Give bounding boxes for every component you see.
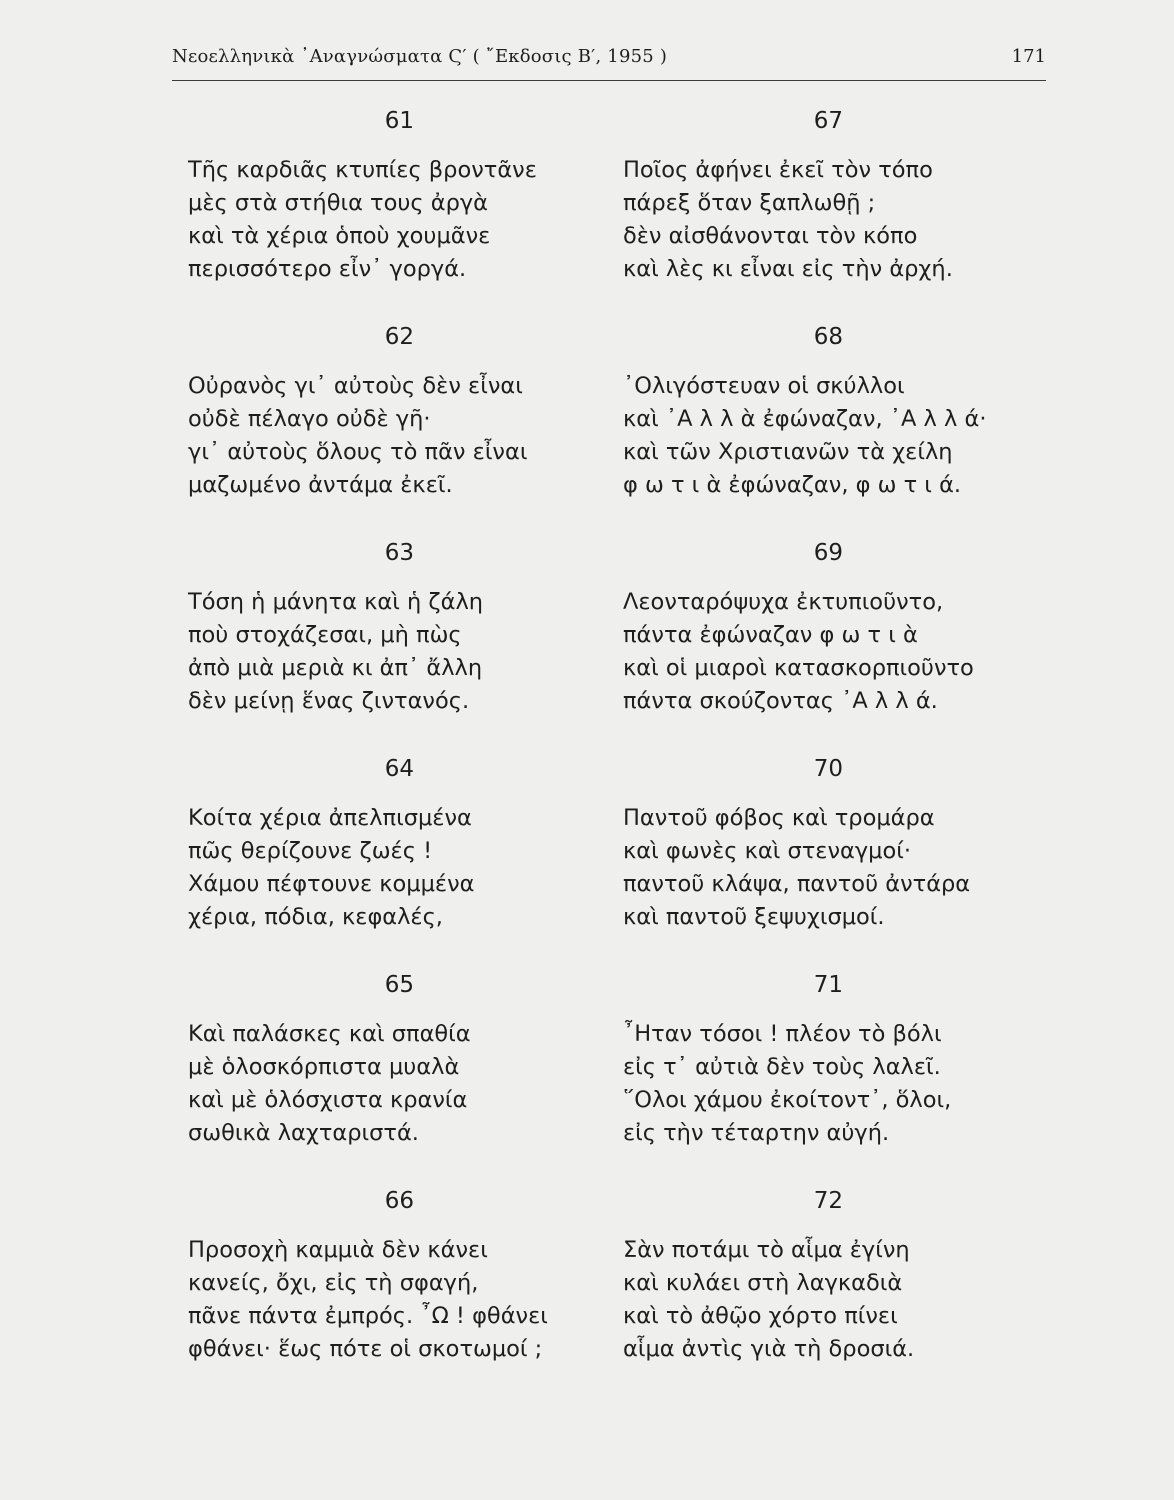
verse-line: Προσοχὴ καμμιὰ δὲν κάνει bbox=[188, 1237, 488, 1263]
verse-line: καὶ τὰ χέρια ὁποὺ χουμᾶνε bbox=[188, 223, 491, 249]
verse-line: Χάμου πέφτουνε κομμένα bbox=[188, 871, 475, 897]
verse-line: καὶ μὲ ὁλόσχιστα κρανία bbox=[188, 1087, 468, 1113]
verse-line: Οὐρανὸς γι᾿ αὐτοὺς δὲν εἶναι bbox=[188, 373, 523, 399]
stanza-number: 68 bbox=[813, 324, 843, 350]
verse-line: φ ω τ ι ὰ ἐφώναζαν, φ ω τ ι ά. bbox=[623, 472, 962, 498]
right-column bbox=[623, 104, 1053, 1400]
stanza-67 bbox=[623, 104, 1053, 320]
verse-line: Σὰν ποτάμι τὸ αἷμα ἐγίνη bbox=[623, 1237, 910, 1263]
verse-line: πᾶνε πάντα ἐμπρός. ῏Ω ! φθάνει bbox=[188, 1303, 548, 1329]
verse-line: χέρια, πόδια, κεφαλές, bbox=[188, 904, 443, 930]
stanza-number: 61 bbox=[384, 108, 414, 134]
verse-line: εἰς τ᾿ αὐτιὰ δὲν τοὺς λαλεῖ. bbox=[623, 1054, 941, 1080]
verse-line: καὶ τῶν Χριστιανῶν τὰ χείλη bbox=[623, 439, 953, 465]
stanza-number: 70 bbox=[813, 756, 843, 782]
running-title: Νεοελληνικὰ ᾿Αναγνώσματα Ϛ′ ( ῎Εκδοσις Β′, 1955 ) bbox=[172, 46, 668, 67]
stanza-72 bbox=[623, 1184, 1053, 1400]
verse-line: Λεονταρόψυχα ἐκτυπιοῦντο, bbox=[623, 589, 944, 615]
stanza-number: 67 bbox=[813, 108, 843, 134]
verse-line: Καὶ παλάσκες καὶ σπαθία bbox=[188, 1021, 471, 1047]
verse-line: καὶ παντοῦ ξεψυχισμοί. bbox=[623, 904, 885, 930]
stanza-number: 65 bbox=[384, 972, 414, 998]
verse-line: ᾿Ολιγόστευαν οἱ σκύλλοι bbox=[623, 373, 905, 399]
stanza-68 bbox=[623, 320, 1053, 536]
stanza-number: 66 bbox=[384, 1188, 414, 1214]
verse-line: ῏Ηταν τόσοι ! πλέον τὸ βόλι bbox=[623, 1021, 942, 1047]
verse-line: γι᾿ αὐτοὺς ὅλους τὸ πᾶν εἶναι bbox=[188, 439, 528, 465]
verse-line: περισσότερο εἶν᾿ γοργά. bbox=[188, 256, 467, 282]
stanza-number: 63 bbox=[384, 540, 414, 566]
verse-line: οὐδὲ πέλαγο οὐδὲ γῆ· bbox=[188, 406, 431, 432]
stanza-number: 71 bbox=[813, 972, 843, 998]
page-number: 171 bbox=[1011, 46, 1046, 67]
verse-line: πάντα ἐφώναζαν φ ω τ ι ὰ bbox=[623, 622, 918, 648]
verse-line: ῞Ολοι χάμου ἐκοίτοντ᾿, ὅλοι, bbox=[623, 1087, 952, 1113]
verse-line: σωθικὰ λαχταριστά. bbox=[188, 1120, 419, 1146]
verse-line: παντοῦ κλάψα, παντοῦ ἀντάρα bbox=[623, 871, 971, 897]
verse-line: Τόση ἡ μάνητα καὶ ἡ ζάλη bbox=[188, 589, 484, 615]
verse-line: μαζωμένο ἀντάμα ἐκεῖ. bbox=[188, 472, 453, 498]
verse-line: κανείς, ὄχι, εἰς τὴ σφαγή, bbox=[188, 1270, 479, 1296]
stanza-71 bbox=[623, 968, 1053, 1184]
verse-line: ἀπὸ μιὰ μεριὰ κι ἀπ᾿ ἄλλη bbox=[188, 655, 483, 681]
verse-line: δὲν αἰσθάνονται τὸν κόπο bbox=[623, 223, 918, 249]
verse-line: δὲν μείνῃ ἕνας ζιντανός. bbox=[188, 688, 470, 714]
verse-line: ποὺ στοχάζεσαι, μὴ πὼς bbox=[188, 622, 462, 648]
stanza-70 bbox=[623, 752, 1053, 968]
verse-line: Κοίτα χέρια ἀπελπισμένα bbox=[188, 805, 472, 831]
verse-line: Παντοῦ φόβος καὶ τρομάρα bbox=[623, 805, 935, 831]
page-header bbox=[172, 46, 1046, 81]
stanza-number: 72 bbox=[813, 1188, 843, 1214]
verse-line: μὲς στὰ στήθια τους ἀργὰ bbox=[188, 190, 489, 216]
verse-line: φθάνει· ἕως πότε οἱ σκοτωμοί ; bbox=[188, 1336, 543, 1362]
verse-line: πάντα σκούζοντας ᾿Α λ λ ά. bbox=[623, 688, 938, 714]
stanza-number: 69 bbox=[813, 540, 843, 566]
verse-line: καὶ τὸ ἀθῷο χόρτο πίνει bbox=[623, 1303, 898, 1329]
verse-line: Τῆς καρδιᾶς κτυπίες βροντᾶνε bbox=[188, 157, 537, 183]
stanza-number: 62 bbox=[384, 324, 414, 350]
verse-line: καὶ φωνὲς καὶ στεναγμοί· bbox=[623, 838, 912, 864]
verse-line: μὲ ὁλοσκόρπιστα μυαλὰ bbox=[188, 1054, 460, 1080]
verse-line: εἰς τὴν τέταρτην αὐγή. bbox=[623, 1120, 890, 1146]
verse-line: καὶ οἱ μιαροὶ κατασκορπιοῦντο bbox=[623, 655, 974, 681]
verse-line: Ποῖος ἀφήνει ἐκεῖ τὸν τόπο bbox=[623, 157, 933, 183]
verse-line: καὶ ᾿Α λ λ ὰ ἐφώναζαν, ᾿Α λ λ ά· bbox=[623, 406, 987, 432]
verse-line: καὶ λὲς κι εἶναι εἰς τὴν ἀρχή. bbox=[623, 256, 953, 282]
stanza-69 bbox=[623, 536, 1053, 752]
verse-line: αἷμα ἀντὶς γιὰ τὴ δροσιά. bbox=[623, 1336, 915, 1362]
verse-line: πῶς θερίζουνε ζωές ! bbox=[188, 838, 433, 864]
verse-line: καὶ κυλάει στὴ λαγκαδιὰ bbox=[623, 1270, 903, 1296]
verse-line: πάρεξ ὅταν ξαπλωθῇ ; bbox=[623, 190, 876, 216]
stanza-number: 64 bbox=[384, 756, 414, 782]
